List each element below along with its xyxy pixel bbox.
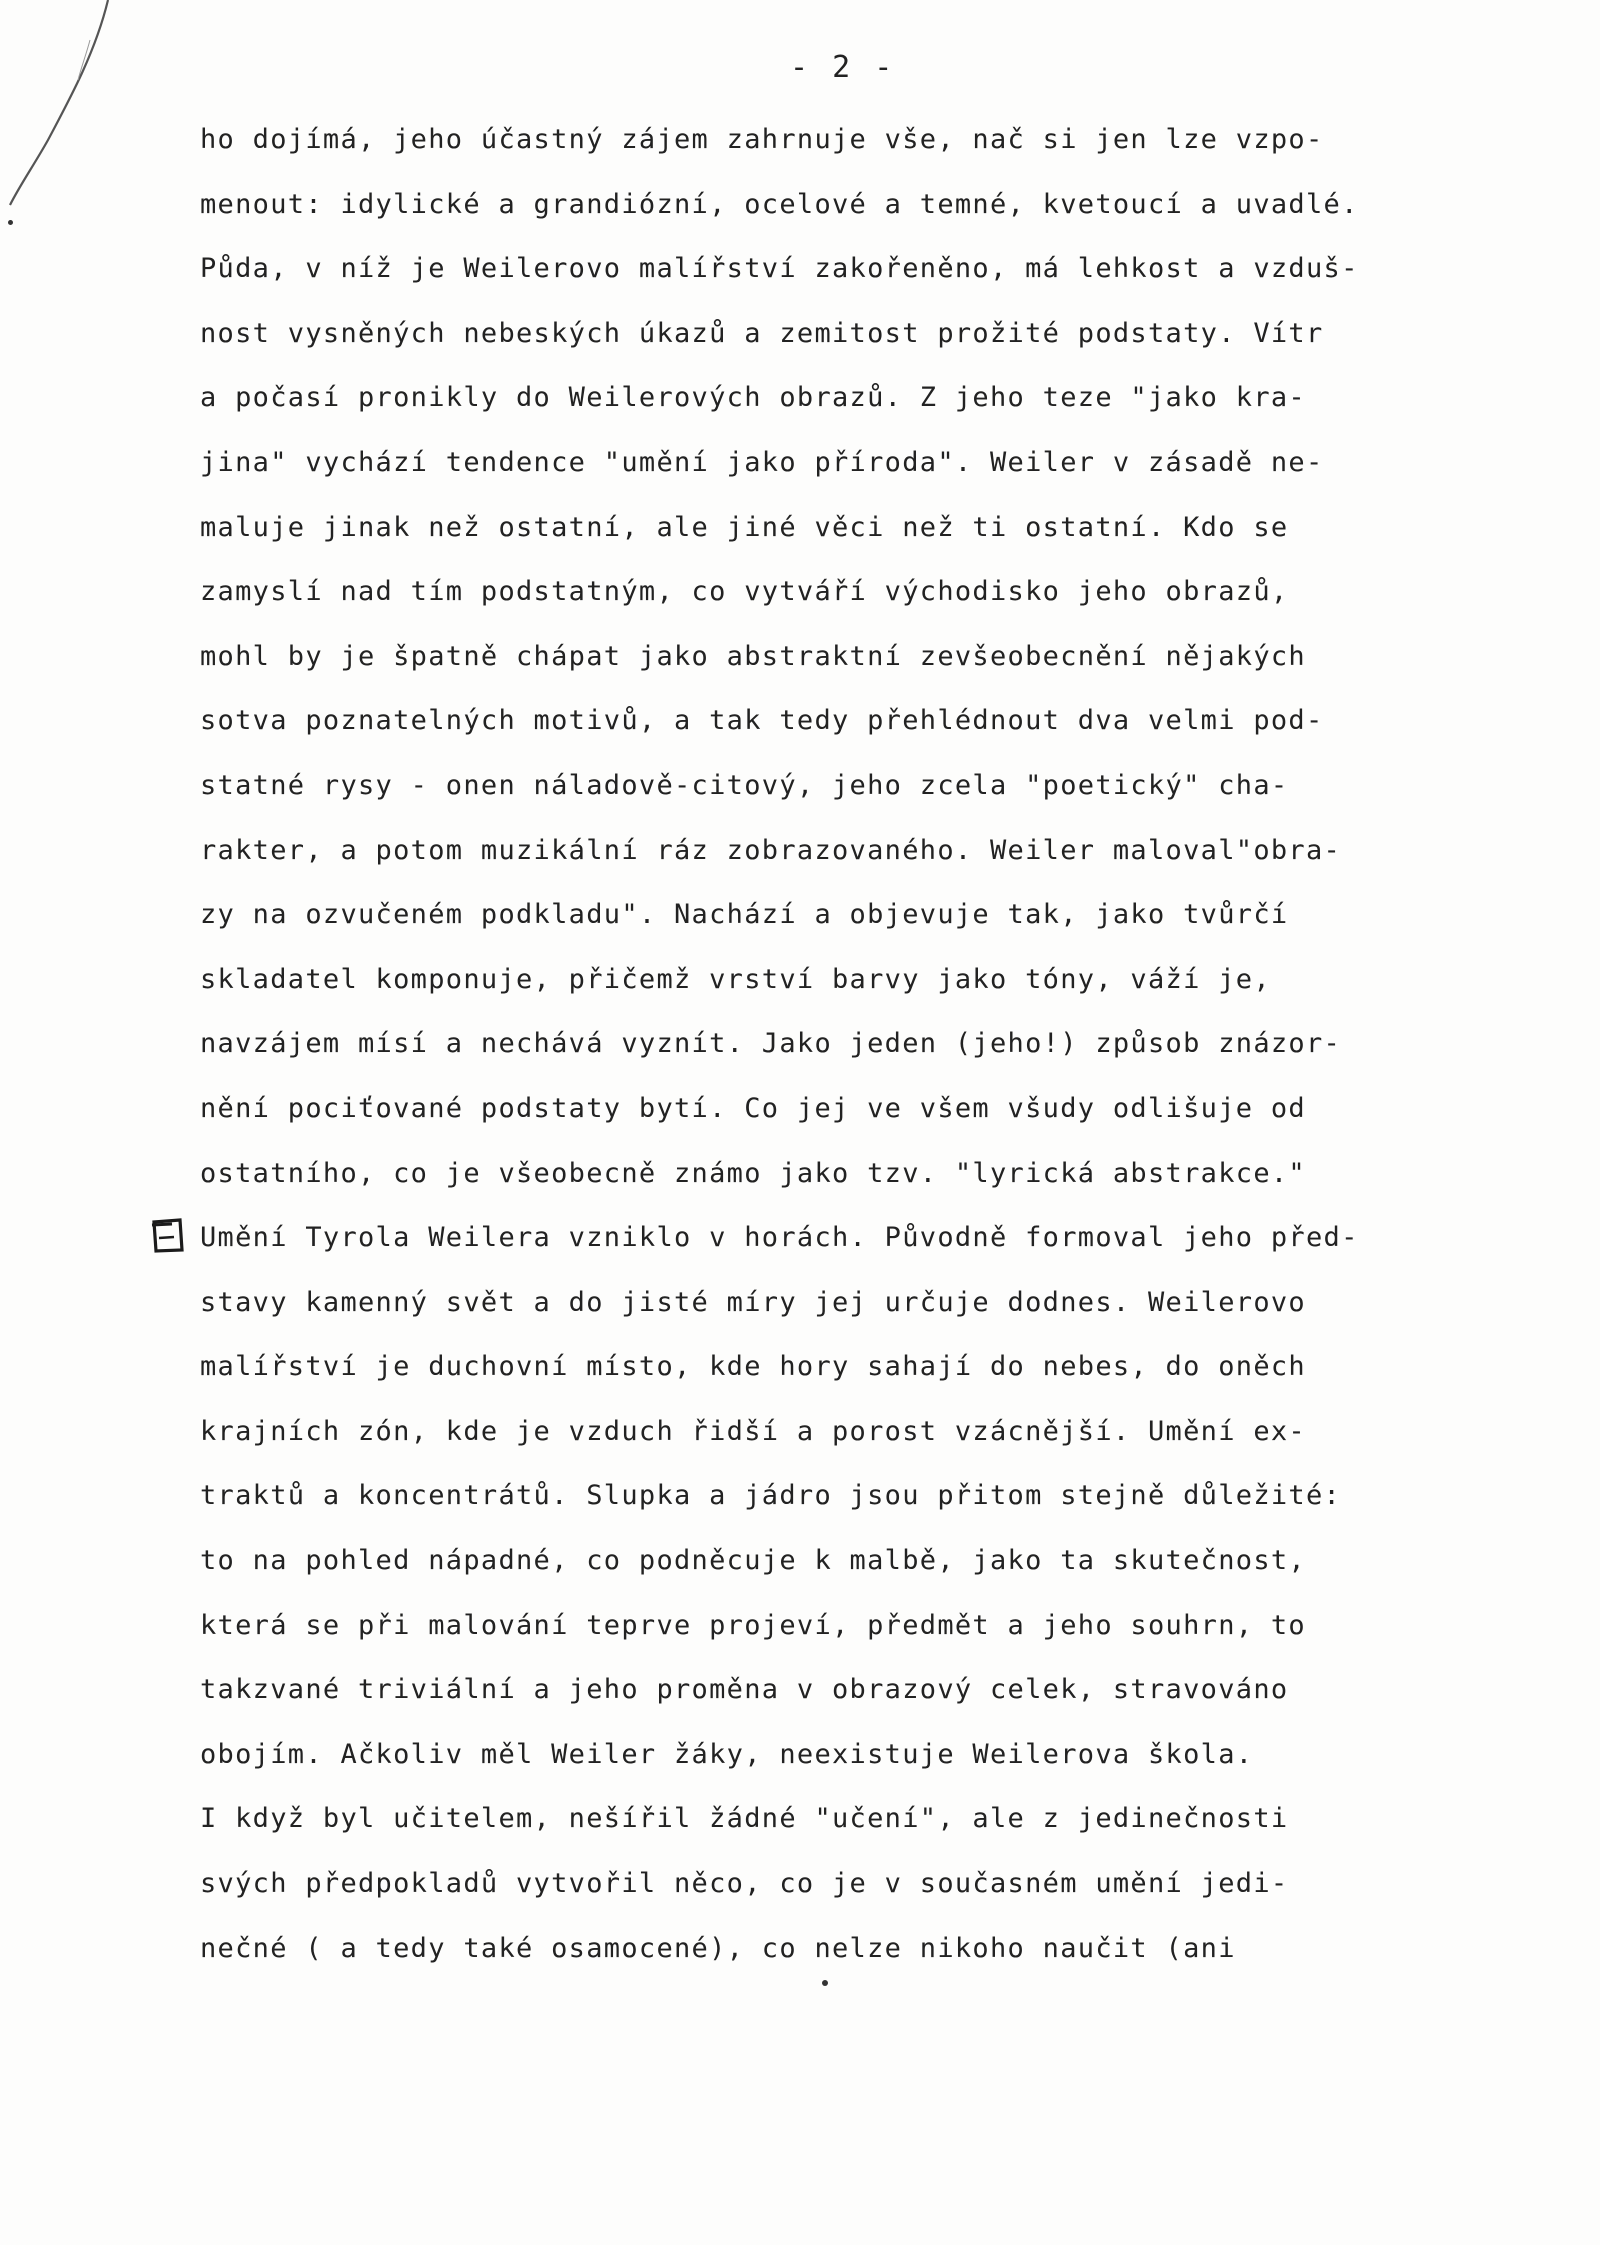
ink-dot (8, 220, 13, 225)
text-line: takzvané triviální a jeho proměna v obrazový celek, stravováno (200, 1674, 1289, 1706)
text-line: rakter, a potom muzikální ráz zobrazovaného. Weiler maloval"obra- (200, 834, 1342, 866)
text-line: Umění Tyrola Weilera vzniklo v horách. Původně formoval jeho před- (200, 1222, 1359, 1254)
text-line: nění pociťované podstaty bytí. Co jej ve všem všudy odlišuje od (200, 1092, 1306, 1124)
text-line: zy na ozvučeném podkladu". Nachází a objevuje tak, jako tvůrčí (200, 899, 1289, 931)
text-line: ho dojímá, jeho účastný zájem zahrnuje vše, nač si jen lze vzpo- (200, 124, 1324, 155)
text-line: svých předpokladů vytvořil něco, co je v současném umění jedi- (200, 1868, 1289, 1900)
text-line: obojím. Ačkoliv měl Weiler žáky, neexistuje Weilerova škola. (200, 1738, 1254, 1770)
text-line: mohl by je špatně chápat jako abstraktní zevšeobecnění nějakých (200, 640, 1306, 672)
text-line: jina" vychází tendence "umění jako příroda". Weiler v zásadě ne- (200, 446, 1324, 478)
text-line: Půda, v níž je Weilerovo malířství zakořeněno, má lehkost a vzduš- (200, 253, 1359, 285)
text-line: statné rysy - onen náladově-citový, jeho zcela "poetický" cha- (200, 769, 1289, 801)
text-line: která se při malování teprve projeví, předmět a jeho souhrn, to (200, 1609, 1306, 1641)
text-line: skladatel komponuje, přičemž vrství barvy jako tóny, váží je, (200, 963, 1271, 995)
text-line: maluje jinak než ostatní, ale jiné věci než ti ostatní. Kdo se (200, 511, 1289, 543)
page-number: - 2 - (790, 50, 896, 85)
text-line: I když byl učitelem, nešířil žádné "učení", ale z jedinečnosti (200, 1803, 1289, 1835)
typewritten-body (200, 108, 1530, 1981)
text-line: to na pohled nápadné, co podněcuje k malbě, jako ta skutečnost, (200, 1545, 1306, 1577)
text-line: menout: idylické a grandiózní, ocelové a temné, kvetoucí a uvadlé. (200, 188, 1359, 220)
text-line: nečné ( a tedy také osamocené), co nelze nikoho naučit (ani (200, 1932, 1236, 1964)
text-line: sotva poznatelných motivů, a tak tedy přehlédnout dva velmi pod- (200, 705, 1324, 737)
text-line: stavy kamenný svět a do jisté míry jej určuje dodnes. Weilerovo (200, 1286, 1306, 1318)
paragraph-margin-icon (150, 1216, 186, 1254)
text-line: ostatního, co je všeobecně známo jako tzv. "lyrická abstrakce." (200, 1157, 1306, 1189)
text-line: a počasí pronikly do Weilerových obrazů. Z jeho teze "jako kra- (200, 382, 1306, 414)
text-line: krajních zón, kde je vzduch řidší a porost vzácnější. Umění ex- (200, 1415, 1306, 1447)
text-line: nost vysněných nebeských úkazů a zemitost prožité podstaty. Vítr (200, 317, 1324, 349)
text-line: zamyslí nad tím podstatným, co vytváří východisko jeho obrazů, (200, 576, 1289, 608)
text-line: traktů a koncentrátů. Slupka a jádro jsou přitom stejně důležité: (200, 1480, 1342, 1512)
pen-stroke-mark (0, 0, 130, 230)
text-line: navzájem mísí a nechává vyznít. Jako jeden (jeho!) způsob znázor- (200, 1028, 1342, 1060)
text-line: malířství je duchovní místo, kde hory sahají do nebes, do oněch (200, 1351, 1306, 1383)
